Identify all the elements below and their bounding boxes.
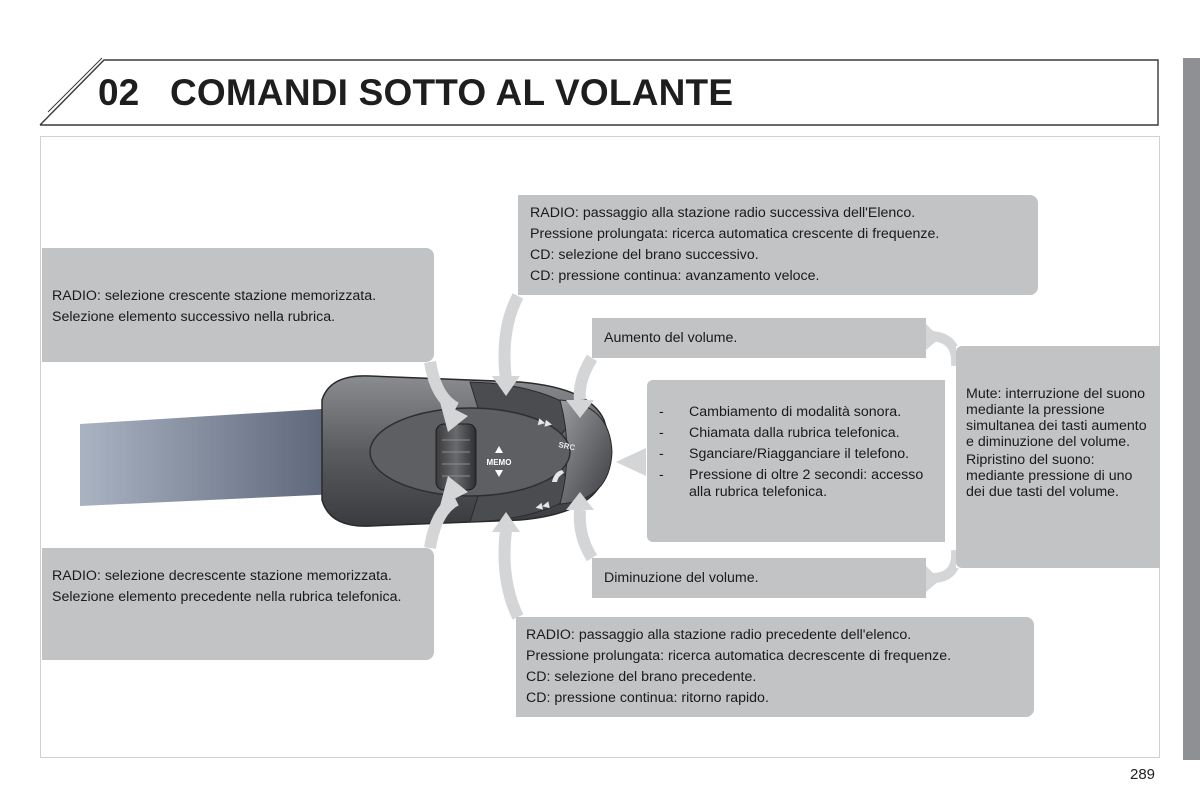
callout-line: RADIO: passaggio alla stazione radio precedente dell'elenco.: [526, 627, 912, 643]
mute-paragraph: Mute: interruzione del suono mediante la pressione simultanea dei tasti aumento e diminuzione del volume.: [966, 386, 1147, 450]
mute-paragraph: Ripristino del suono: mediante pressione di uno dei due tasti del volume.: [966, 452, 1133, 500]
chapter-number: 02: [98, 72, 140, 113]
callout-line: RADIO: selezione crescente stazione memorizzata.: [52, 288, 377, 304]
src-label: SRC: [557, 440, 576, 453]
stalk-shaft: [80, 408, 338, 506]
list-item: - Pressione di oltre 2 secondi: accesso alla rubrica telefonica.: [659, 467, 924, 500]
callout-next-track: [518, 195, 1038, 295]
next-track-icon: ▶▶: [537, 416, 554, 429]
list-item: - Sganciare/Riagganciare il telefono.: [659, 446, 910, 462]
callout-memo-up: [42, 248, 434, 362]
list-item: - Chiamata dalla rubrica telefonica.: [659, 425, 900, 441]
list-item: - Cambiamento di modalità sonora.: [659, 404, 902, 420]
callout-line: Pressione prolungata: ricerca automatica crescente di frequenze.: [530, 226, 940, 242]
callout-line: Pressione prolungata: ricerca automatica decrescente di frequenze.: [526, 648, 952, 664]
page-number: 289: [1130, 766, 1156, 783]
callout-prev-track: [516, 617, 1034, 717]
callout-mute: [956, 346, 1160, 568]
memo-label: MEMO: [486, 458, 512, 467]
callout-memo-down: [42, 548, 434, 660]
callout-volume-down: Diminuzione del volume.: [592, 558, 926, 598]
volume-scroll-wheel: [436, 424, 476, 490]
callout-line: RADIO: passaggio alla stazione radio successiva dell'Elenco.: [530, 205, 916, 221]
callout-src-phone: [647, 380, 945, 542]
callout-line: CD: pressione continua: ritorno rapido.: [526, 690, 769, 706]
callout-line: CD: pressione continua: avanzamento veloce.: [530, 268, 820, 284]
prev-track-icon: ◀◀: [534, 499, 550, 512]
chapter-title: COMANDI SOTTO AL VOLANTE: [170, 72, 734, 113]
callout-line: Selezione elemento precedente nella rubrica telefonica.: [52, 589, 402, 605]
callout-line: RADIO: selezione decrescente stazione memorizzata.: [52, 568, 392, 584]
callout-line: CD: selezione del brano successivo.: [530, 247, 759, 263]
callout-line: Selezione elemento successivo nella rubrica.: [52, 309, 336, 325]
callout-line: CD: selezione del brano precedente.: [526, 669, 757, 685]
callout-volume-up: Aumento del volume.: [592, 318, 926, 358]
